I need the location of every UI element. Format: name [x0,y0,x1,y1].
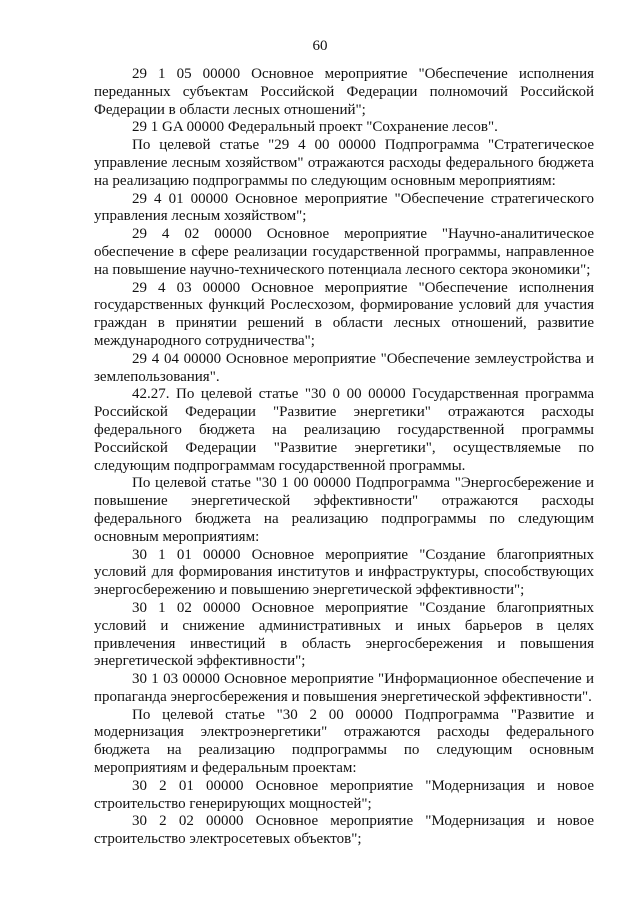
paragraph: 30 1 01 00000 Основное мероприятие "Создание благоприятных условий для формирования институтов и инфраструктуры, способствующих энергосбережению и повышению энергетической эффективности"; [94,546,594,599]
paragraph: 29 4 01 00000 Основное мероприятие "Обеспечение стратегического управления лесным хозяйством"; [94,190,594,225]
paragraph: 29 1 GA 00000 Федеральный проект "Сохранение лесов". [132,119,498,136]
paragraph: 29 1 05 00000 Основное мероприятие "Обеспечение исполнения переданных субъектам Российской Федерации полномочий Российской Федерации в области лесных отношений"; [94,66,594,118]
paragraph: По целевой статье "30 2 00 00000 Подпрограмма "Развитие и модернизация электроэнергетики" отражаются расходы федерального бюджета на реализацию подпрограммы по следующим основным мероприятиям и федеральным проектам: [94,706,594,777]
paragraph: 29 4 02 00000 Основное мероприятие "Научно-аналитическое обеспечение в сфере реализации государственной программы, направленное на повышение научно-технического потенциала лесного сектора экономики"; [94,226,594,278]
paragraph: 30 1 03 00000 Основное мероприятие "Информационное обеспечение и пропаганда энергосбережения и повышения энергетической эффективности". [94,671,594,705]
paragraph: 42.27. По целевой статье "30 0 00 00000 Государственная программа Российской Федерации "Развитие энергетики" отражаются расходы федерального бюджета на реализацию государственной программы Российской Федерации "Развитие энергетики", осуществляемые по следующим подпрограммам государственной программы. [94,386,594,474]
paragraph: 30 2 02 00000 Основное мероприятие "Модернизация и новое строительство электросетевых объектов"; [94,813,594,848]
page-number: 60 [312,38,328,54]
paragraph: 30 1 02 00000 Основное мероприятие "Создание благоприятных условий и снижение административных и иных барьеров в целях привлечения инвестиций в область энергосбережения и повышения энергетической эффективности"; [94,599,594,670]
paragraph: По целевой статье "30 1 00 00000 Подпрограмма "Энергосбережение и повышение энергетической эффективности" отражаются расходы федерального бюджета на реализацию подпрограммы по следующим основным мероприятиям: [94,475,594,545]
body-text [94,66,594,849]
paragraph: 30 2 01 00000 Основное мероприятие "Модернизация и новое строительство генерирующих мощностей"; [94,777,594,812]
paragraph: По целевой статье "29 4 00 00000 Подпрограмма "Стратегическое управление лесным хозяйством" отражаются расходы федерального бюджета на реализацию подпрограммы по следующим основным мероприятиям: [94,137,594,189]
paragraph: 29 4 04 00000 Основное мероприятие "Обеспечение землеустройства и землепользования". [94,350,594,385]
paragraph: 29 4 03 00000 Основное мероприятие "Обеспечение исполнения государственных функций Рослесхозом, формирование условий для участия граждан в принятии решений в области лесных отношений, развитие международного сотрудничества"; [94,279,594,349]
